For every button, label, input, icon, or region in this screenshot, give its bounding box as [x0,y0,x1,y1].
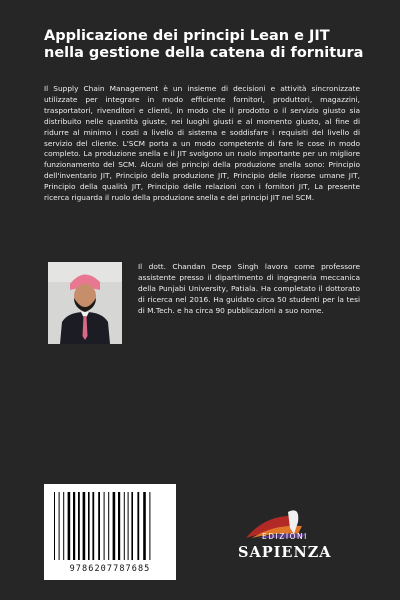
barcode-bar [128,492,129,560]
barcode-bar [88,492,90,560]
isbn-barcode [44,484,176,580]
publisher-name: SAPIENZA [238,544,332,561]
author-photo [48,262,122,344]
barcode-bar [149,492,150,560]
barcode-bar [118,492,120,560]
barcode-bar [63,492,64,560]
barcode-bar [54,492,55,560]
author-bio: Il dott. Chandan Deep Singh lavora come professore assistente presso il dipartimento di ingegneria meccanica della Punjabi University, Patiala. Ha completato il dottorato di ricerca nel 2016. Ha guidato circa 50 studenti per la tesi di M.Tech. e ha circa 90 pubblicazioni a suo nome. [138,262,360,315]
barcode-bar [78,492,80,560]
barcode-bar [131,492,133,560]
book-blurb: Il Supply Chain Management è un insieme di decisioni e attività sincronizzate utilizzate per integrare in modo efficiente fornitori, produttori, magazzini, trasportatori, rivenditori e clienti, in modo che il prodotto o il servizio giusto sia distribuito nelle quantità giuste, nei luoghi giusti e al momento giusto, al fine di ridurre al minimo i costi a livello di sistema e soddisfare i requisiti del livello di servizio del cliente. L'SCM porta a un modo competente di fare le cose in modo completo. La produzione snella e il JIT svolgono un ruolo importante per un migliore funzionamento del SCM. Alcuni dei principi della produzione snella sono: Principio dell'inventario JIT, Principio della produzione JIT, Principio delle risorse umane JIT, Principio della qualità JIT, Principio delle relazioni con i fornitori JIT, La presente ricerca riguarda il ruolo della produzione snella e dei principi JIT nel SCM. [44,84,360,203]
book-title: Applicazione dei principi Lean e JIT nella gestione della catena di fornitura [44,28,364,61]
barcode-bar [92,492,94,560]
barcode-bar [68,492,71,560]
isbn-number: 9786207787685 [69,564,151,574]
barcode-bar [143,492,146,560]
barcode-bar [98,492,100,560]
barcode-bar [73,492,75,560]
barcode-bar [113,492,116,560]
barcode-bar [108,492,109,560]
barcode-bar [104,492,105,560]
barcode-bar [137,492,139,560]
barcode-bar [124,492,125,560]
barcode-bar [83,492,86,560]
publisher-prefix: EDIZIONI [262,532,308,541]
barcode-bar [59,492,60,560]
